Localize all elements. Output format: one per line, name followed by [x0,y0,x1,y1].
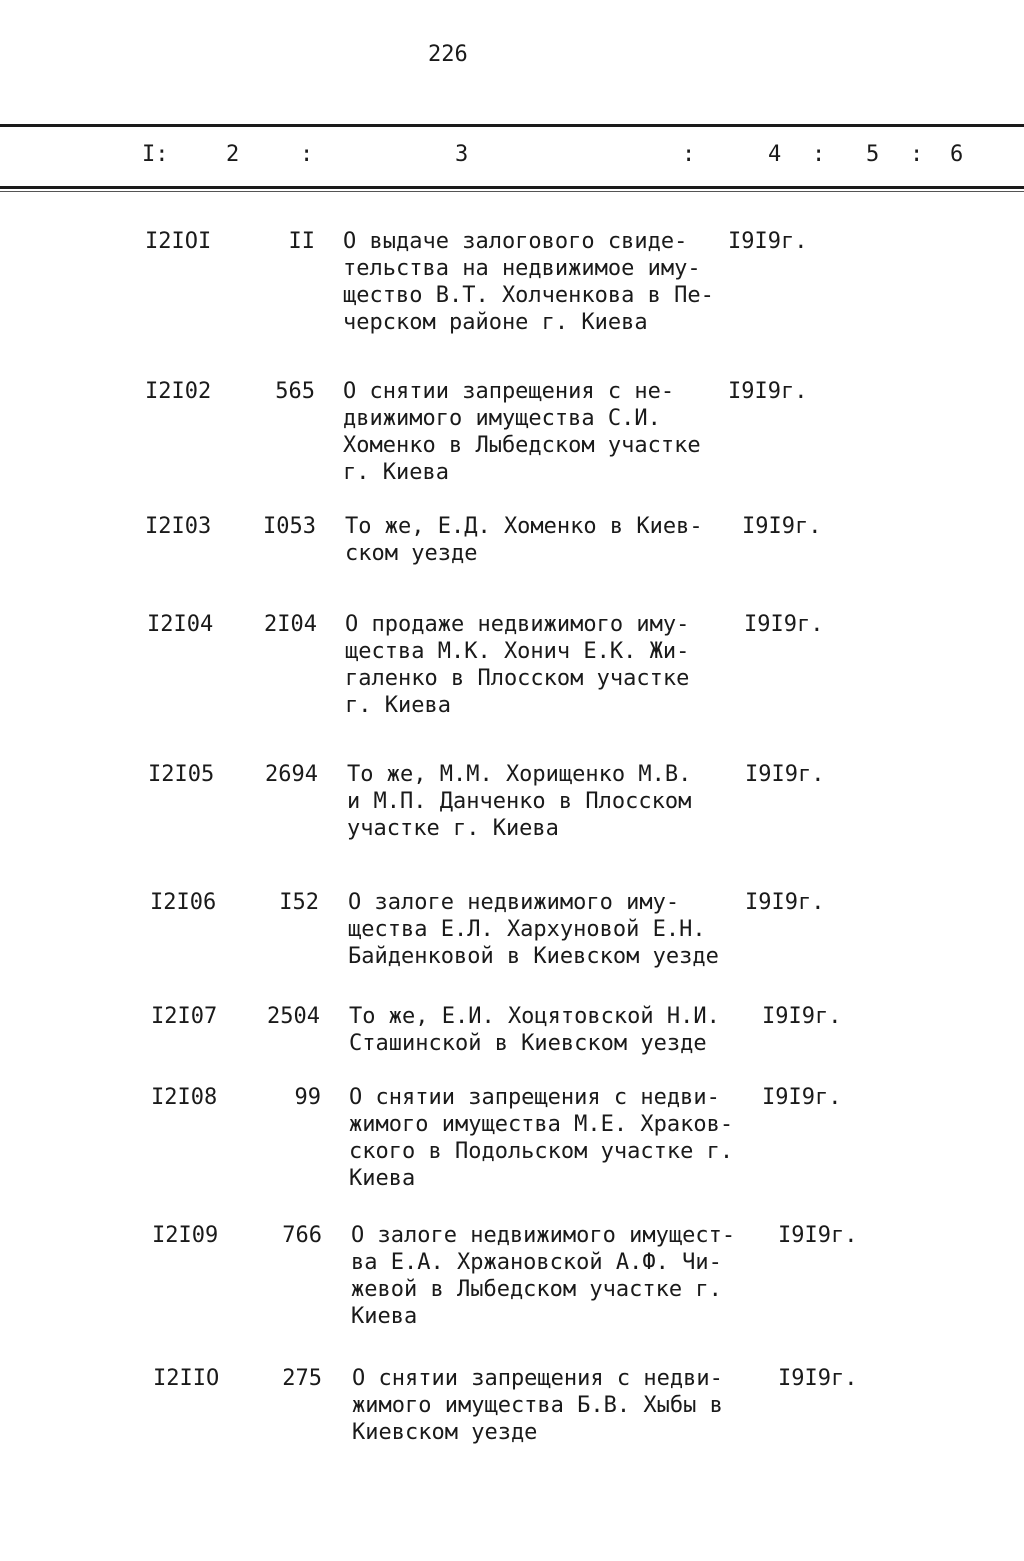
item-title: О снятии запрещения с не- движимого имущества С.И. Хоменко в Лыбедском участке г. Киева [343,379,701,485]
item-title: О снятии запрещения с недви- жимого имущества М.Е. Храков- ского в Подольском участке г. Киева [349,1085,734,1191]
item-date: I9I9г. [728,229,808,254]
header-bottom-rule-thin [0,191,1024,192]
item-title: То же, М.М. Хорищенко М.В. и М.П. Данченко в Плосском участке г. Киева [347,762,692,841]
column-separator: : [812,142,826,167]
item-date: I9I9г. [742,514,822,539]
column-1-header: I: [142,142,169,167]
item-title: О снятии запрещения с недви- жимого имущества Б.В. Хыбы в Киевском уезде [352,1366,723,1445]
page-number: 226 [428,42,468,67]
item-number: I2IOI [145,229,212,254]
item-date: I9I9г. [728,379,808,404]
sheet-count: I053 [263,514,316,539]
item-title: О залоге недвижимого иму- щества Е.Л. Хархуновой Е.Н. Байденковой в Киевском уезде [348,890,719,969]
item-date: I9I9г. [745,890,825,915]
item-number: I2I05 [148,762,215,787]
item-date: I9I9г. [762,1085,842,1110]
item-title: То же, Е.Д. Хоменко в Киев- ском уезде [345,514,703,566]
item-number: I2I09 [152,1223,219,1248]
sheet-count: 766 [282,1223,322,1248]
column-6-header: 6 [950,142,964,167]
column-separator: : [300,142,314,167]
item-title: О залоге недвижимого имущест- ва Е.А. Хржановской А.Ф. Чи- жевой в Лыбедском участке г. Киева [351,1223,736,1329]
column-2-header: 2 [226,142,240,167]
item-number: I2I02 [145,379,212,404]
header-bottom-rule [0,186,1024,189]
item-number: I2I08 [151,1085,218,1110]
column-5-header: 5 [866,142,880,167]
column-separator: : [910,142,924,167]
sheet-count: 99 [294,1085,321,1110]
sheet-count: 275 [282,1366,322,1391]
column-separator: : [682,142,696,167]
item-date: I9I9г. [744,612,824,637]
item-number: I2I04 [147,612,214,637]
sheet-count: 2I04 [264,612,317,637]
item-number: I2I07 [151,1004,218,1029]
column-4-header: 4 [768,142,782,167]
column-header-row [0,142,1024,172]
item-title: О выдаче залогового свиде- тельства на недвижимое иму- щество В.Т. Холченкова в Пе- черском районе г. Киева [343,229,714,335]
item-number: I2I03 [145,514,212,539]
item-date: I9I9г. [762,1004,842,1029]
sheet-count: II [288,229,315,254]
item-title: То же, Е.И. Хоцятовской Н.И. Сташинской в Киевском уезде [349,1004,720,1056]
item-date: I9I9г. [745,762,825,787]
sheet-count: I52 [279,890,319,915]
sheet-count: 565 [275,379,315,404]
item-date: I9I9г. [778,1366,858,1391]
top-rule [0,124,1024,127]
sheet-count: 2504 [267,1004,320,1029]
sheet-count: 2694 [265,762,318,787]
item-number: I2I06 [150,890,217,915]
item-number: I2IIO [153,1366,220,1391]
column-3-header: 3 [455,142,469,167]
item-date: I9I9г. [778,1223,858,1248]
item-title: О продаже недвижимого иму- щества М.К. Хонич Е.К. Жи- галенко в Плосском участке г. Киева [345,612,690,718]
